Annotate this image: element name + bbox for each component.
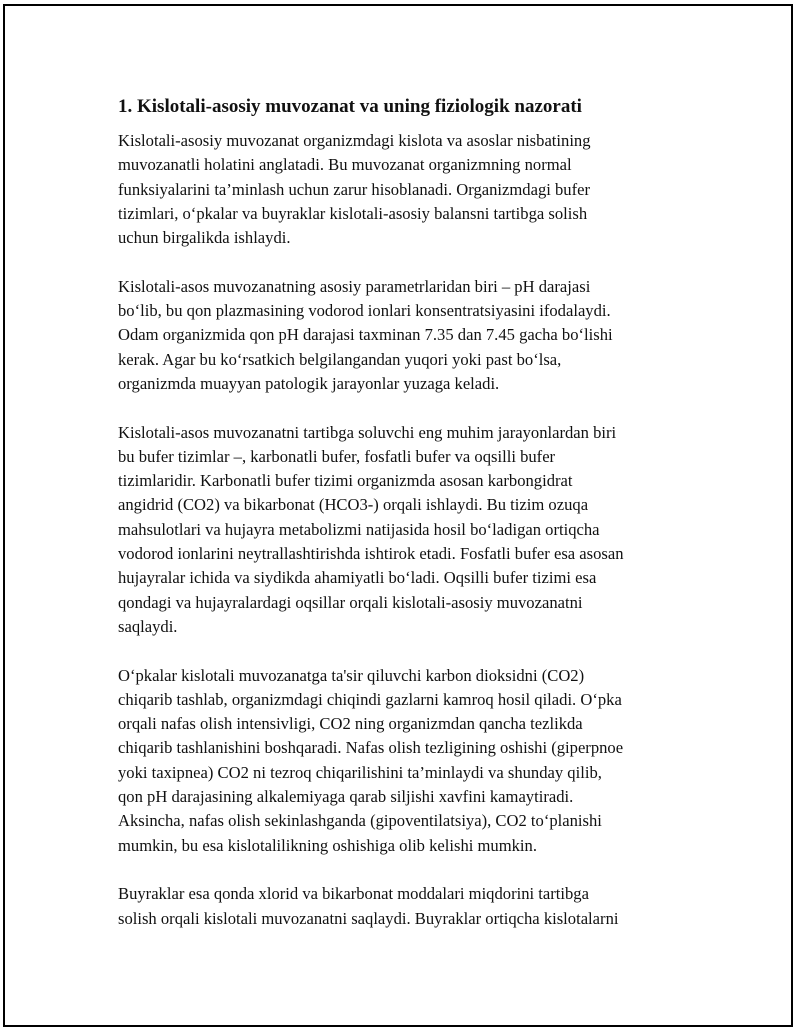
text-line: muvozanatli holatini anglatadi. Bu muvozanat organizmning normal (118, 155, 572, 175)
text-line: Kislotali-asos muvozanatning asosiy parametrlaridan biri – pH darajasi (118, 276, 591, 296)
text-line: Kislotali-asosiy muvozanat organizmdagi kislota va asoslar nisbatining (118, 131, 591, 150)
text-line: funksiyalarini ta’minlash uchun zarur hisoblanadi. Organizmdagi bufer (118, 179, 591, 199)
text-line: chiqarib tashlab, organizmdagi chiqindi gazlarni kamroq hosil qiladi. O‘pka (118, 689, 622, 709)
text-line: tizimlaridir. Karbonatli bufer tizimi organizmda asosan karbongidrat (118, 471, 573, 491)
text-line: kerak. Agar bu ko‘rsatkich belgilangandan yuqori yoki past bo‘lsa, (118, 349, 562, 369)
section-heading: 1. Kislotali-asosiy muvozanat va uning fiziologik nazorati (118, 96, 582, 117)
text-line: yoki taxipnea) CO2 ni tezroq chiqarilishini ta’minlaydi va shunday qilib, (118, 762, 602, 782)
text-line: chiqarib tashlanishini boshqaradi. Nafas olish tezligining oshishi (giperpnoe (118, 738, 624, 758)
text-line: bu bufer tizimlar –, karbonatli bufer, fosfatli bufer va oqsilli bufer (118, 446, 556, 466)
text-line: Aksincha, nafas olish sekinlashganda (gipoventilatsiya), CO2 to‘planishi (118, 811, 602, 831)
text-line: O‘pkalar kislotali muvozanatga ta'sir qiluvchi karbon dioksidni (CO2) (118, 665, 585, 685)
document-body (118, 94, 688, 955)
text-line: Buyraklar esa qonda xlorid va bikarbonat moddalari miqdorini tartibga (118, 884, 589, 904)
text-line: organizmda muayyan patologik jarayonlar yuzaga keladi. (118, 373, 500, 393)
text-line: Odam organizmida qon pH darajasi taxminan 7.35 dan 7.45 gacha bo‘lishi (118, 325, 613, 345)
text-line: bo‘lib, bu qon plazmasining vodorod ionlari konsentratsiyasini ifodalaydi. (118, 301, 611, 321)
paragraph-1 (118, 129, 688, 250)
text-line: angidrid (CO2) va bikarbonat (HCO3-) orqali ishlaydi. Bu tizim ozuqa (118, 495, 589, 515)
text-line: qon pH darajasining alkalemiyaga qarab siljishi xavfini kamaytiradi. (118, 787, 574, 807)
paragraph-2 (118, 275, 688, 396)
text-line: Kislotali-asos muvozanatni tartibga soluvchi eng muhim jarayonlardan biri (118, 422, 617, 442)
text-line: orqali nafas olish intensivligi, CO2 ning organizmdan qancha tezlikda (118, 714, 583, 734)
text-line: uchun birgalikda ishlaydi. (118, 228, 291, 248)
text-line: saqlaydi. (118, 616, 178, 636)
paragraph-3 (118, 421, 688, 640)
text-line: mumkin, bu esa kislotalilikning oshishiga olib kelishi mumkin. (118, 835, 537, 855)
text-line: qondagi va hujayralardagi oqsillar orqali kislotali-asosiy muvozanatni (118, 592, 583, 612)
text-line: mahsulotlari va hujayra metabolizmi natijasida hosil bo‘ladigan ortiqcha (118, 519, 600, 539)
paragraph-4 (118, 664, 688, 858)
text-line: hujayralar ichida va siydikda ahamiyatli bo‘ladi. Oqsilli bufer tizimi esa (118, 568, 597, 588)
text-line: solish orqali kislotali muvozanatni saqlaydi. Buyraklar ortiqcha kislotalarni (118, 908, 619, 928)
text-line: vodorod ionlarini neytrallashtirishda ishtirok etadi. Fosfatli bufer esa asosan (118, 544, 624, 564)
paragraph-5 (118, 882, 688, 931)
text-line: tizimlari, o‘pkalar va buyraklar kislotali-asosiy balansni tartibga solish (118, 203, 588, 223)
